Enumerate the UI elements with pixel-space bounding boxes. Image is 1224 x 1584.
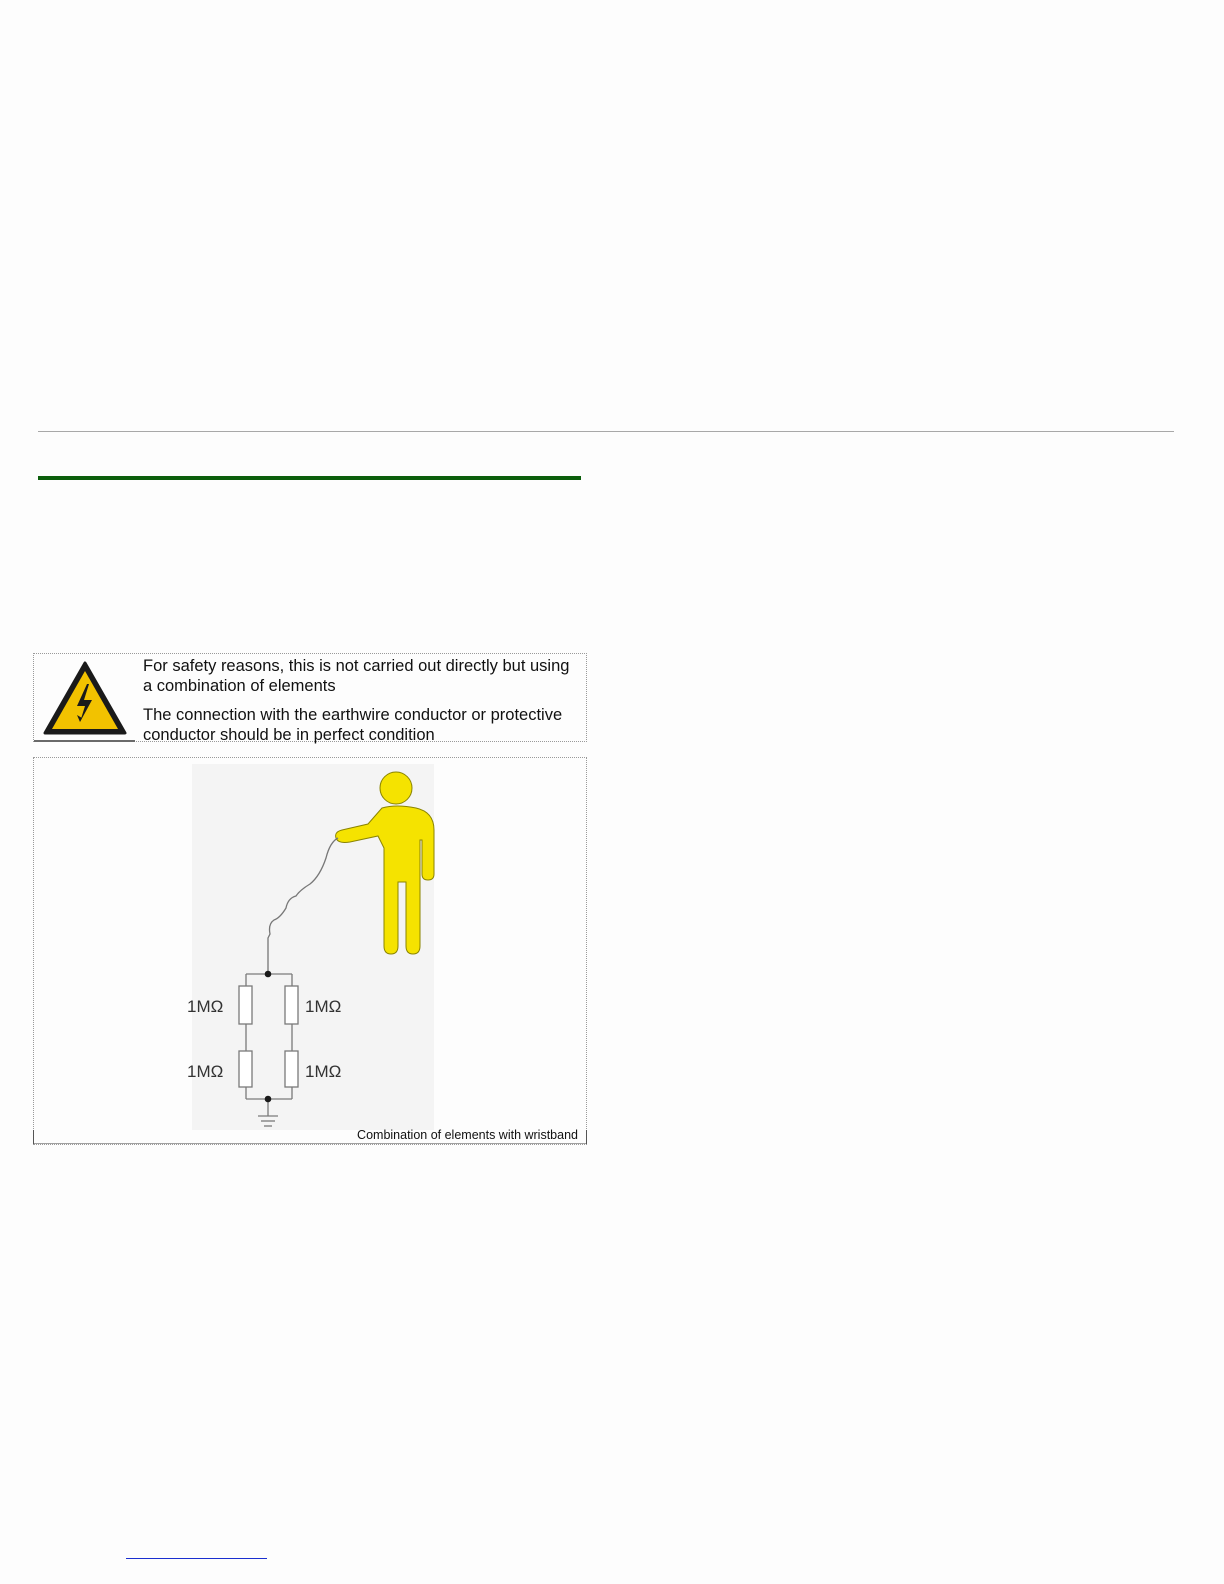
horizontal-divider bbox=[38, 431, 1174, 432]
resistor-label: 1MΩ bbox=[187, 1062, 224, 1081]
figure-corner-tick bbox=[33, 1130, 34, 1144]
resistor-label: 1MΩ bbox=[305, 997, 342, 1016]
warning-text bbox=[143, 656, 583, 754]
figure-bottom-border bbox=[34, 1143, 586, 1144]
warning-icon-cell bbox=[34, 654, 135, 742]
figure-corner-tick bbox=[586, 1130, 587, 1144]
safety-warning-box bbox=[33, 653, 587, 742]
junction-top bbox=[265, 971, 272, 978]
section-heading-rule bbox=[38, 476, 581, 480]
warning-paragraph: For safety reasons, this is not carried out directly but using a combination of elements bbox=[143, 657, 570, 695]
warning-paragraph: The connection with the earthwire conductor or protective conductor should be in perfect condition bbox=[143, 706, 563, 744]
footnote-link-rule[interactable] bbox=[126, 1558, 267, 1559]
high-voltage-warning-icon bbox=[42, 660, 128, 737]
wristband-circuit-diagram bbox=[34, 758, 586, 1144]
junction-bottom bbox=[265, 1096, 272, 1103]
resistor-label: 1MΩ bbox=[305, 1062, 342, 1081]
figure-caption: Combination of elements with wristband bbox=[357, 1128, 578, 1142]
resistor-label: 1MΩ bbox=[187, 997, 224, 1016]
wristband-figure bbox=[33, 757, 587, 1145]
